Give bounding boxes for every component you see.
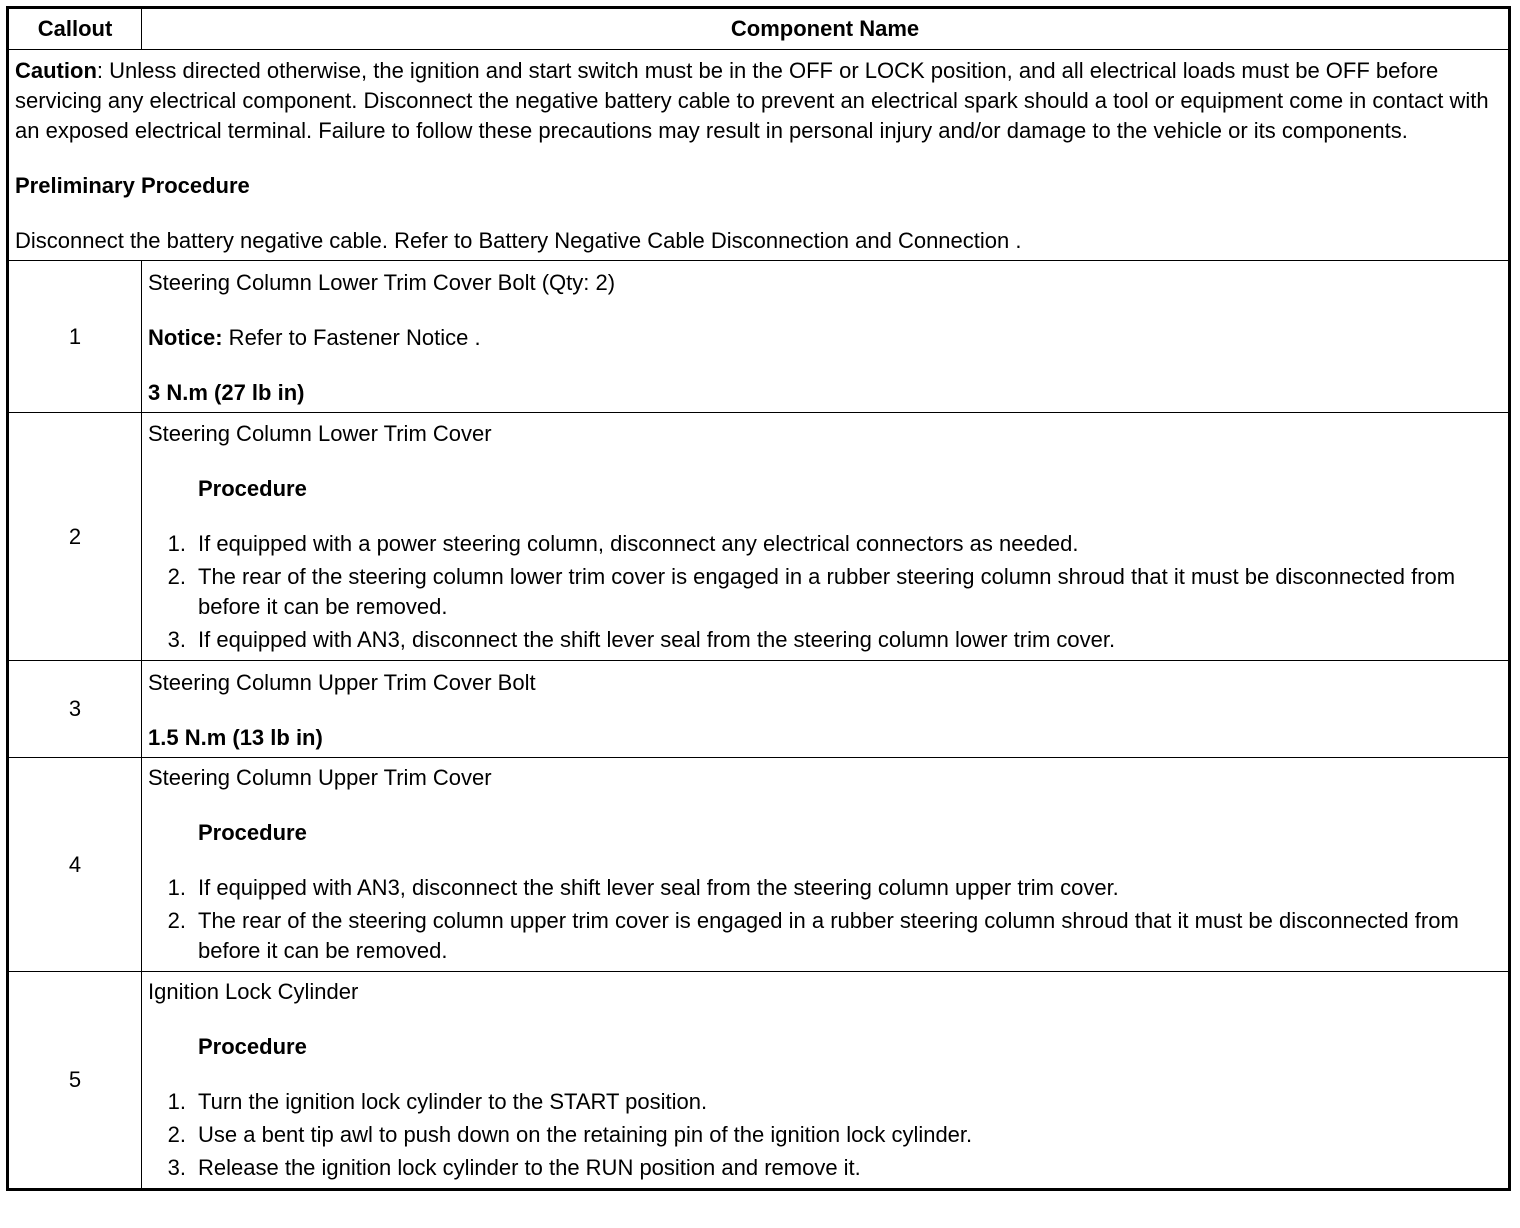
procedure-step: 1. If equipped with AN3, disconnect the shift lever seal from the steering column upper trim cover. [167,875,1119,900]
procedure-heading: Procedure [198,820,307,845]
notice-label: Notice: [148,325,223,350]
procedure-step: 2. The rear of the steering column lower trim cover is engaged in a rubber steering column shroud that it must be disconnected from before it can be removed. [167,563,1456,619]
callout-number: 2 [8,413,142,661]
procedure-step: 2. The rear of the steering column upper trim cover is engaged in a rubber steering column shroud that it must be disconnected from before it can be removed. [167,908,1459,963]
component-cell [142,261,1510,413]
notice-text: Refer to Fastener Notice . [222,325,481,350]
callout-number: 3 [8,661,142,758]
procedure-step: 3. If equipped with AN3, disconnect the shift lever seal from the steering column lower trim cover. [167,626,1116,652]
callout-number: 4 [8,758,142,972]
callout-number: 1 [8,261,142,413]
callout-number: 5 [8,972,142,1190]
caution-label: Caution [15,58,97,83]
table-row [8,758,1510,972]
component-name: Steering Column Lower Trim Cover Bolt (Qty: 2) [148,270,616,295]
procedure-heading: Procedure [198,475,307,501]
procedure-heading: Procedure [198,1034,307,1059]
procedure-steps [148,1087,1502,1183]
notes-cell [8,50,1510,261]
caution-text: : Unless directed otherwise, the ignition and start switch must be in the OFF or LOCK position, and all electrical loads must be OFF before servicing any electrical component. Disconnect the negative battery cable to prevent an electrical spark should a tool or equipment come in contact with an exposed electrical terminal. Failure to follow these precautions may result in personal injury and/or damage to the vehicle or its components. [15,58,1489,143]
table-row [8,413,1510,661]
component-name: Steering Column Upper Trim Cover [148,765,492,790]
component-name: Steering Column Upper Trim Cover Bolt [148,670,536,695]
table-row [8,261,1510,413]
component-cell [142,661,1510,758]
table-row [8,972,1510,1190]
table-row [8,661,1510,758]
torque-spec: 1.5 N.m (13 lb in) [148,725,323,750]
table-header-row [8,8,1510,50]
component-cell [142,758,1510,972]
header-callout: Callout [8,8,142,50]
notice [148,323,1502,353]
component-name: Steering Column Lower Trim Cover [148,420,492,446]
caution-paragraph [15,56,1502,146]
header-component-name: Component Name [142,8,1510,50]
procedure-step: 3. Release the ignition lock cylinder to the RUN position and remove it. [167,1155,861,1180]
component-table [6,6,1511,1191]
procedure-steps [148,529,1502,655]
procedure-step: 1. If equipped with a power steering column, disconnect any electrical connectors as needed. [167,530,1079,556]
preliminary-procedure-text: Disconnect the battery negative cable. Refer to Battery Negative Cable Disconnection and Connection . [15,228,1022,253]
notes-row [8,50,1510,261]
component-cell [142,413,1510,661]
procedure-step: 1. Turn the ignition lock cylinder to the START position. [167,1089,708,1114]
component-name: Ignition Lock Cylinder [148,979,359,1004]
preliminary-procedure-title: Preliminary Procedure [15,173,250,198]
component-cell [142,972,1510,1190]
procedure-steps [148,873,1502,966]
procedure-step: 2. Use a bent tip awl to push down on the retaining pin of the ignition lock cylinder. [167,1122,973,1147]
torque-spec: 3 N.m (27 lb in) [148,380,305,405]
